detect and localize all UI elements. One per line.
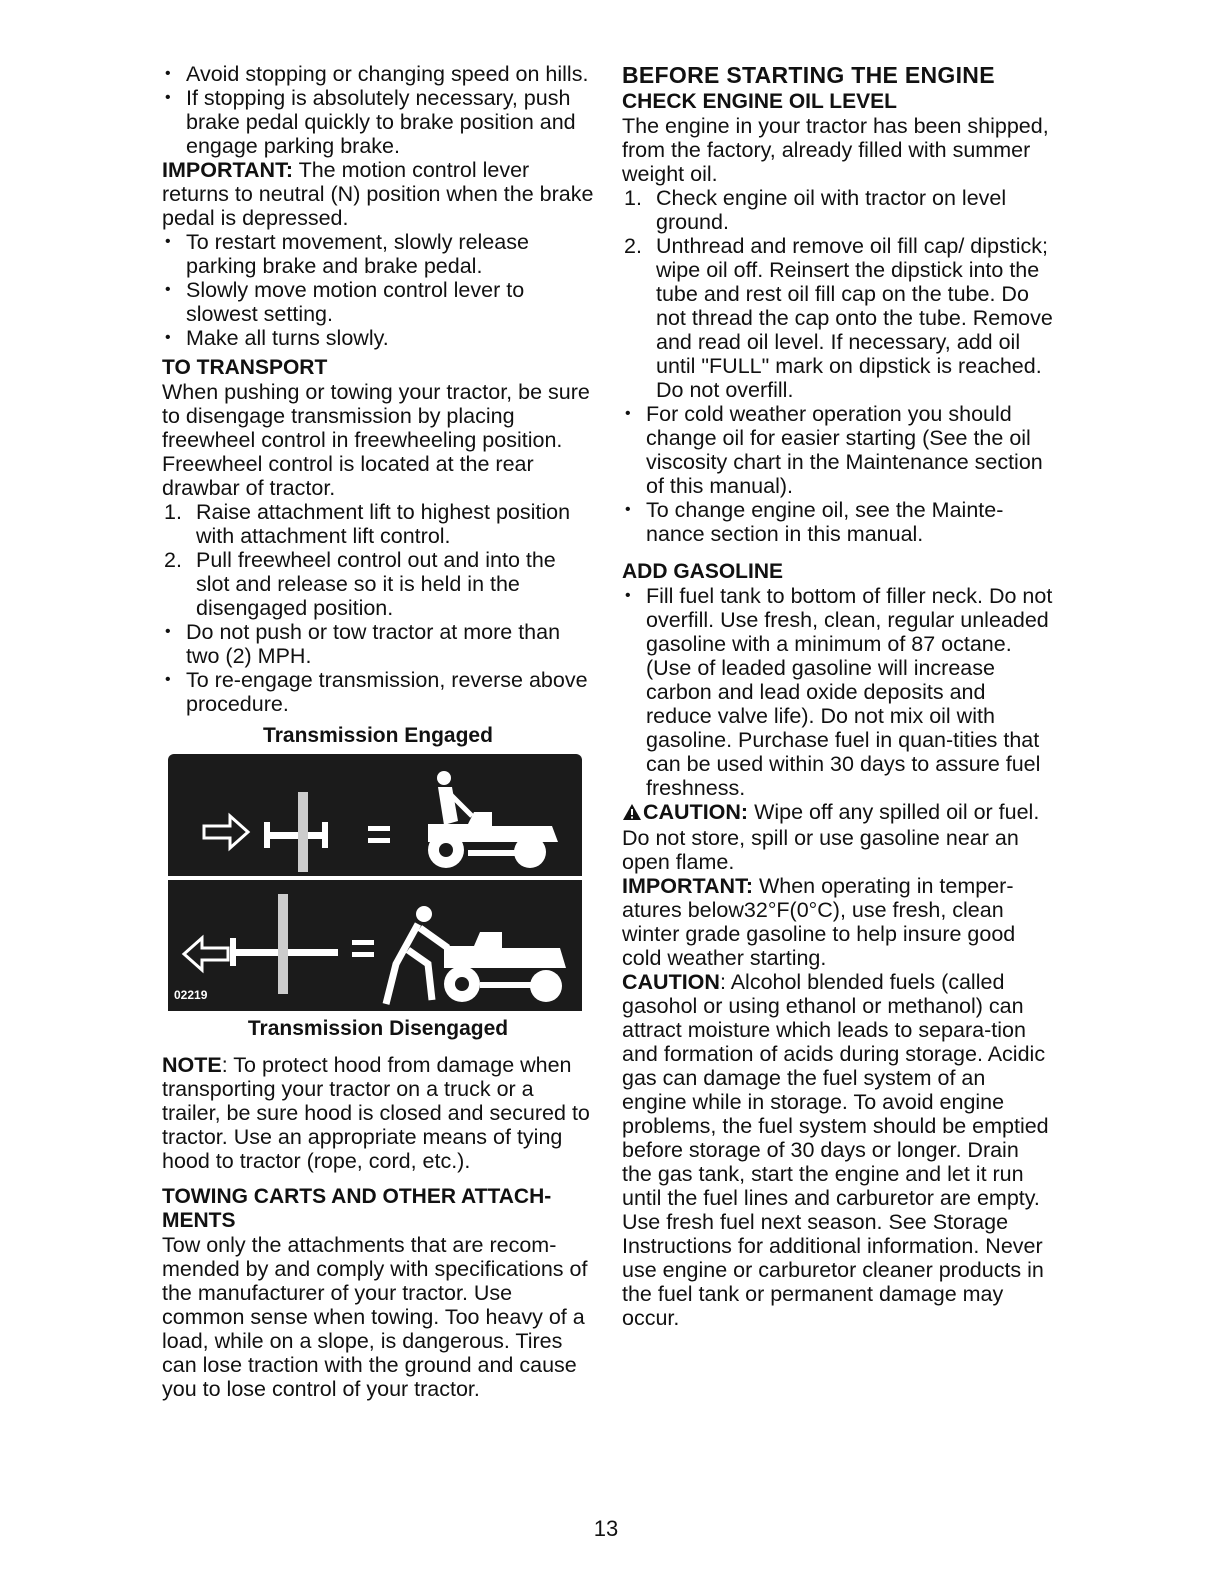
engaged-illustration xyxy=(168,754,582,876)
important-label: IMPORTANT: xyxy=(162,158,293,182)
step-number: 2. xyxy=(624,234,642,258)
bullet-item: • If stopping is absolutely necessary, push brake pedal quickly to brake position and engage parking brake. xyxy=(162,86,594,158)
step-number: 1. xyxy=(624,186,642,210)
note-label: NOTE xyxy=(162,1053,222,1077)
warning-triangle-icon xyxy=(622,802,642,826)
bullet-item: • To change engine oil, see the Mainte-nance section in this manual. xyxy=(622,498,1054,546)
step-number: 1. xyxy=(164,500,182,524)
bullet-item: • Fill fuel tank to bottom of filler neck. Do not overfill. Use fresh, clean, regular unleaded gasoline with a minimum of 87 octane. (Use of leaded gasoline will increase carbon and lead oxide deposits and reduce valve life). Do not mix oil with gasoline. Purchase fuel in quan-tities that can be used within 30 days to assure fuel freshness. xyxy=(622,584,1054,800)
section-heading-transport: TO TRANSPORT xyxy=(162,356,328,379)
figure-code: 02219 xyxy=(174,988,208,1002)
figure-caption-disengaged: Transmission Disengaged xyxy=(247,1017,509,1040)
step-text: Raise attachment lift to highest position with attachment lift control. xyxy=(196,500,571,548)
bullet-item: • To re-engage transmission, reverse above procedure. xyxy=(162,668,594,716)
important-paragraph xyxy=(162,158,594,230)
important-label: IMPORTANT: xyxy=(622,874,753,898)
bullet-item: • Do not push or tow tractor at more than two (2) MPH. xyxy=(162,620,594,668)
caution-text: Wipe off any spilled oil or fuel. Do not store, spill or use gasoline near an open flame. xyxy=(622,800,1040,874)
left-column xyxy=(162,62,594,1401)
bullet-item: • To restart movement, slowly release parking brake and brake pedal. xyxy=(162,230,594,278)
disengaged-illustration xyxy=(168,880,582,1011)
page-number: 13 xyxy=(593,1516,619,1541)
caution-label: CAUTION xyxy=(622,970,720,994)
step-number: 2. xyxy=(164,548,182,572)
bullet-item: • Slowly move motion control lever to slowest setting. xyxy=(162,278,594,326)
figure-panel-engaged xyxy=(168,754,582,876)
numbered-step xyxy=(622,234,1054,402)
transport-paragraph: When pushing or towing your tractor, be sure to disengage transmission by placing freewheel control in freewheeling position. Freewheel control is located at the rear drawbar of tractor. xyxy=(162,380,590,500)
step-text: Pull freewheel control out and into the slot and release so it is held in the disengaged position. xyxy=(196,548,556,620)
oil-paragraph: The engine in your tractor has been shipped, from the factory, already filled with summer weight oil. xyxy=(622,114,1049,186)
note-text: : To protect hood from damage when transporting your tractor on a truck or a trailer, be sure hood is closed and secured to tractor. Use an appropriate means of tying hood to tractor (rope, cord, etc.). xyxy=(162,1053,590,1173)
caution-paragraph xyxy=(622,970,1054,1330)
section-heading-oil: CHECK ENGINE OIL LEVEL xyxy=(622,90,897,113)
important-paragraph xyxy=(622,874,1054,970)
section-heading-towing: TOWING CARTS AND OTHER ATTACH-MENTS xyxy=(162,1185,552,1232)
figure-panel-disengaged xyxy=(168,880,582,1011)
transmission-figure xyxy=(168,754,582,1011)
caution-text: : Alcohol blended fuels (called gasohol or using ethanol or methanol) can attract moisture which leads to separa-tion and formation of acids during storage. Acidic gas can damage the fuel system of an engine while in storage. To avoid engine problems, the fuel system should be emptied before storage of 30 days or longer. Drain the gas tank, start the engine and let it run until the fuel lines and carburetor are empty. Use fresh fuel next season. See Storage Instructions for additional information. Never use engine or carburetor cleaner products in the fuel tank or permanent damage may occur. xyxy=(622,970,1049,1330)
caution-paragraph xyxy=(622,800,1054,874)
towing-paragraph: Tow only the attachments that are recom-mended by and comply with specifications of the manufacturer of your tractor. Use common sense when towing. Too heavy of a load, while on a slope, is dangerous. Tires can lose traction with the ground and cause you to lose control of your tractor. xyxy=(162,1233,588,1401)
numbered-step xyxy=(162,548,594,620)
figure-caption-engaged: Transmission Engaged xyxy=(263,724,493,747)
note-paragraph xyxy=(162,1053,594,1173)
important-text: When operating in temper-atures below32°F(0°C), use fresh, clean winter grade gasoline to help insure good cold weather starting. xyxy=(622,874,1016,970)
main-heading: BEFORE STARTING THE ENGINE xyxy=(622,62,995,88)
section-heading-gasoline: ADD GASOLINE xyxy=(622,560,784,583)
bullet-item: • Make all turns slowly. xyxy=(162,326,594,350)
important-text: The motion control lever returns to neutral (N) position when the brake pedal is depressed. xyxy=(162,158,594,230)
caution-label: CAUTION: xyxy=(643,800,749,824)
bullet-item: • Avoid stopping or changing speed on hills. xyxy=(162,62,594,86)
step-text: Unthread and remove oil fill cap/ dipstick; wipe oil off. Reinsert the dipstick into the tube and rest oil fill cap on the tube. Do not thread the cap onto the tube. Remove and read oil level. If necessary, add oil until "FULL" mark on dipstick is reached. Do not overfill. xyxy=(656,234,1053,402)
step-text: Check engine oil with tractor on level ground. xyxy=(656,186,1007,234)
numbered-step xyxy=(162,500,594,548)
numbered-step xyxy=(622,186,1054,234)
bullet-item: • For cold weather operation you should change oil for easier starting (See the oil viscosity chart in the Maintenance section of this manual). xyxy=(622,402,1054,498)
right-column xyxy=(622,62,1054,1330)
